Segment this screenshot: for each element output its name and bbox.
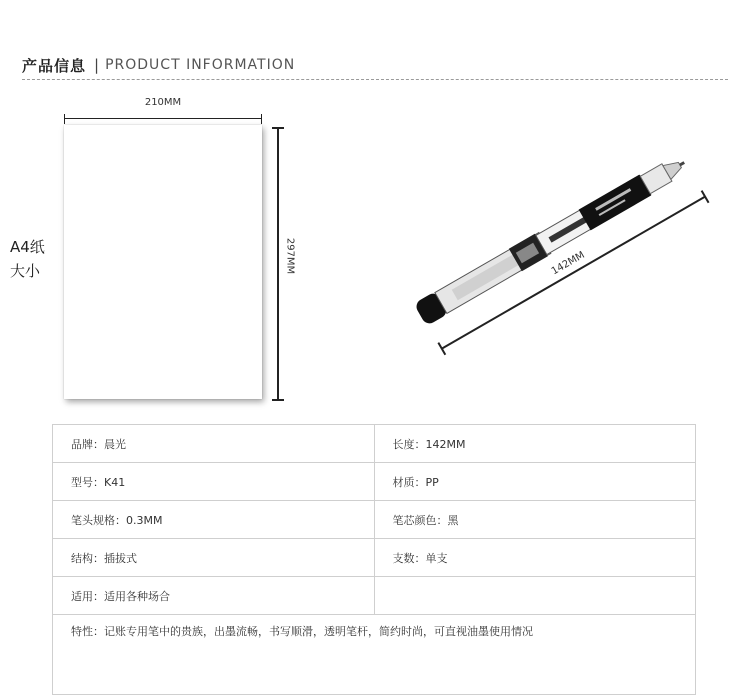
paper-width-dimension [64, 114, 262, 124]
section-header [22, 54, 295, 76]
pen-illustration [390, 135, 710, 375]
spec-model: 型号：K41 [53, 463, 375, 501]
paper-height-label: 297MM [284, 237, 296, 275]
table-row [53, 425, 696, 463]
section-title-en: PRODUCT INFORMATION [105, 57, 296, 73]
table-row [53, 539, 696, 577]
table-row [53, 577, 696, 615]
spec-usage: 适用：适用各种场合 [53, 577, 375, 615]
spec-feature: 特性：记账专用笔中的贵族，出墨流畅，书写顺滑，透明笔杆，简约时尚，可直视油墨使用情况 [53, 615, 696, 695]
paper-caption [10, 235, 45, 283]
table-row [53, 463, 696, 501]
table-row [53, 501, 696, 539]
spec-structure: 结构：插拔式 [53, 539, 375, 577]
spec-quantity: 支数：单支 [374, 539, 696, 577]
spec-tip-size: 笔头规格：0.3MM [53, 501, 375, 539]
spec-ink-color: 笔芯颜色：黑 [374, 501, 696, 539]
spec-brand: 品牌：晨光 [53, 425, 375, 463]
a4-paper-illustration [64, 125, 262, 399]
pen-length-label: 142MM [549, 249, 587, 278]
paper-caption-line2: 大小 [10, 262, 41, 280]
spec-length: 长度：142MM [374, 425, 696, 463]
dashed-divider [22, 79, 728, 80]
spec-empty-cell [374, 577, 696, 615]
paper-width-label: 210MM [144, 97, 182, 108]
paper-caption-line1: A4纸 [10, 238, 45, 256]
spec-material: 材质：PP [374, 463, 696, 501]
spec-table [52, 424, 696, 695]
table-row [53, 615, 696, 695]
paper-height-dimension [272, 127, 282, 401]
section-title-cn: 产品信息 [22, 56, 87, 75]
title-separator: | [94, 56, 100, 74]
